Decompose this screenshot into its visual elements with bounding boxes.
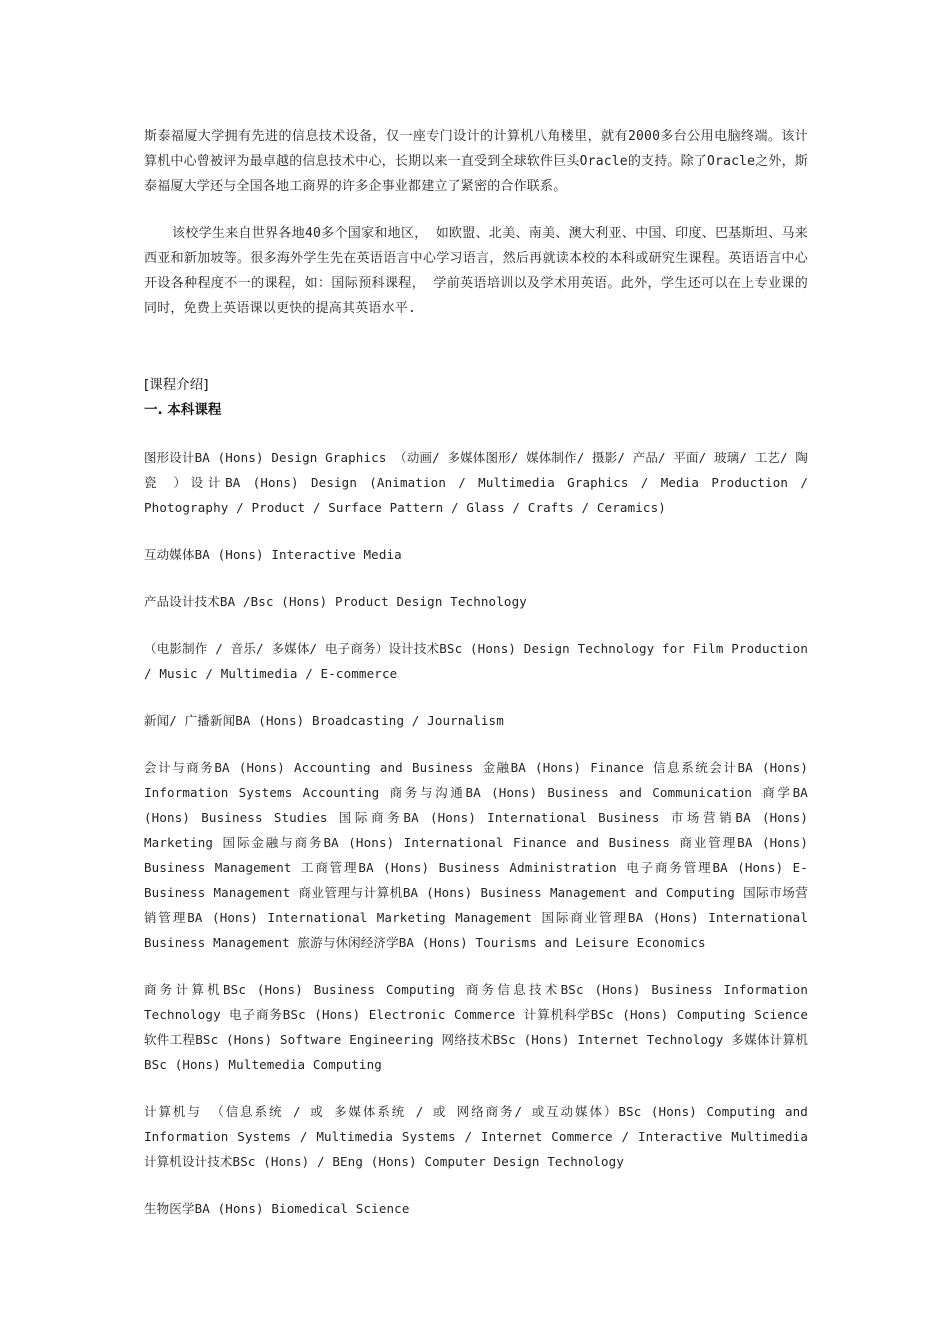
list-spacer <box>144 423 808 445</box>
course-item-computing-systems: 计算机与 （信息系统 / 或 多媒体系统 / 或 网络商务/ 或互动媒体）BSc (Hons) Computing and Information Systems / Multimedia Systems / Internet Commerce / Interactive Multimedia 计算机设计技术BSc (Hons) / BEng (Hons) Computer Design Technology <box>144 1104 808 1169</box>
course-item-product-design: 产品设计技术BA /Bsc (Hons) Product Design Technology <box>144 594 527 609</box>
course-item-computing: 商务计算机BSc (Hons) Business Computing 商务信息技术BSc (Hons) Business Information Technology 电子商务BSc (Hons) Electronic Commerce 计算机科学BSc (Hons) Computing Science 软件工程BSc (Hons) Software Engineering 网络技术BSc (Hons) Internet Technology 多媒体计算机BSc (Hons) Multemedia Computing <box>144 982 808 1072</box>
paragraph-spacer <box>144 199 808 221</box>
document-body <box>144 124 808 1243</box>
course-item-business: 会计与商务BA (Hons) Accounting and Business 金融BA (Hons) Finance 信息系统会计BA (Hons) Information Systems Accounting 商务与沟通BA (Hons) Business and Communication 商学BA (Hons) Business Studies 国际商务BA (Hons) International Business 市场营销BA (Hons) Marketing 国际金融与商务BA (Hons) International Finance and Business 商业管理BA (Hons) Business Management 工商管理BA (Hons) Business Administration 电子商务管理BA (Hons) E-Business Management 商业管理与计算机BA (Hons) Business Management and Computing 国际市场营销管理BA (Hons) International Marketing Management 国际商业管理BA (Hons) International Business Management 旅游与休闲经济学BA (Hons) Tourisms and Leisure Economics <box>144 760 809 950</box>
section-subtitle: 一. 本科课程 <box>144 402 222 418</box>
course-item-design: 图形设计BA (Hons) Design Graphics （动画/ 多媒体图形/ 媒体制作/ 摄影/ 产品/ 平面/ 玻璃/ 工艺/ 陶瓷 ）设计BA (Hons) Design (Animation / Multimedia Graphics / Media Production / Photography / Product / Surface Pattern / Glass / Crafts / Ceramics) <box>144 450 808 515</box>
course-item-journalism: 新闻/ 广播新闻BA (Hons) Broadcasting / Journalism <box>144 713 504 728</box>
course-item-biomedical: 生物医学BA (Hons) Biomedical Science <box>144 1201 410 1216</box>
course-item-design-technology: （电影制作 / 音乐/ 多媒体/ 电子商务）设计技术BSc (Hons) Design Technology for Film Production / Music / Multimedia / E-commerce <box>144 641 808 681</box>
course-item-interactive-media: 互动媒体BA (Hons) Interactive Media <box>144 547 402 562</box>
section-title: [课程介绍] <box>144 377 209 393</box>
intro-paragraph-2: 该校学生来自世界各地40多个国家和地区， 如欧盟、北美、南美、澳大利亚、中国、印度、巴基斯坦、马来西亚和新加坡等。很多海外学生先在英语语言中心学习语言，然后再就读本校的本科或研究生课程。英语语言中心开设各种程度不一的课程，如：国际预科课程， 学前英语培训以及学术用英语。此外，学生还可以在上专业课的同时，免费上英语课以更快的提高其英语水平. <box>144 226 808 316</box>
course-list <box>144 445 808 1221</box>
intro-paragraph-1: 斯泰福厦大学拥有先进的信息技术设备，仅一座专门设计的计算机八角楼里，就有2000多台公用电脑终端。该计算机中心曾被评为最卓越的信息技术中心，长期以来一直受到全球软件巨头Oracle的支持。除了Oracle之外，斯泰福厦大学还与全国各地工商界的许多企事业都建立了紧密的合作联系。 <box>144 129 808 194</box>
section-spacer <box>144 321 808 373</box>
